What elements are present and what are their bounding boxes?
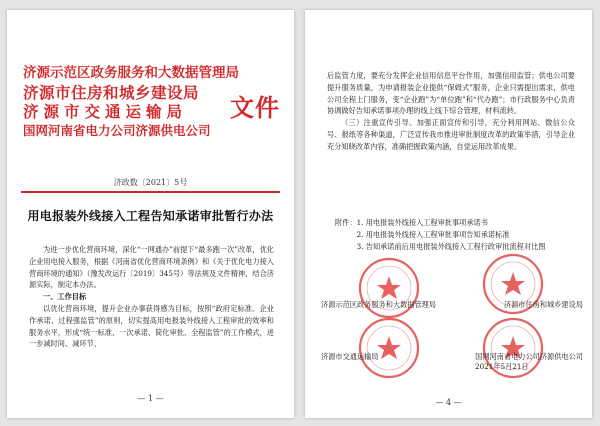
signatory-row [321,352,583,362]
signatory-name: 国网河南省电力公司济源供电公司 [475,352,583,361]
section-paragraph: 以优化营商环境，提升企业办事获得感为目标，按照“政府定标准、企业作承诺、过程强监管”的原则，切实提高用电报装外线接入工程审批的效率和服务水平，形成“统一标准、一次承诺、简化审批、全程监管”的工作模式，进一步减时间、减环节、 [29,303,274,349]
attachments-label: 附件： [335,218,357,227]
attachment-item: 1. 用电报装外线接入工程审批事项承诺书 [356,218,488,227]
document-body [29,244,274,350]
page-number: — 4 — [435,398,462,407]
official-seal [357,316,421,380]
section-heading: 一、工作目标 [43,292,87,302]
document-page-4 [305,10,592,418]
page-number: — 1 — [137,394,164,403]
seal-icon [357,316,421,380]
attachments-list [335,217,575,253]
issuer-name: 济源市住房和城乡建设局 [23,83,200,102]
red-divider [21,191,280,193]
issuer-name: 济源市交通运输局 [23,102,188,121]
signatory-name: 济源示范区政务服务和大数据管理局 [321,300,437,309]
attachment-item: 3. 告知承诺前后用电报装外线接入工程行政审批流程对比图 [356,242,546,251]
seal-icon [357,256,421,320]
issuer-name: 济源示范区政务服务和大数据管理局 [23,65,239,81]
intro-paragraph: 为进一步优化营商环境，深化“一网通办”前提下“最多跑一次”改革，优化企业用电接入服务，根据《河南省优化营商环境条例》和《关于优化电力接入营商环境的通知》（豫发改运行〔2019〕345号）等法规及文件精神，结合济源实际，制定本办法。 [29,245,274,290]
document-body [327,70,575,153]
signatory-row [321,300,583,310]
document-number: 济政数〔2021〕5号 [113,178,188,187]
official-seal [357,256,421,320]
body-paragraph: 后监管力度，要充分发挥企业信用信息平台作用，加强信用监管；供电公司要提升服务质量，为申请报装企业提供“保姆式”服务，企业只需提出需求，供电公司全程上门服务，变“企业跑”为“单位跑”和“代办跑”；市行政服务中心负责协调做好告知承诺事项办理的线上线下综合管理，材料流转。 [327,71,575,116]
signing-date: 2021年5月21日 [475,362,529,371]
issuer-name: 国网河南省电力公司济源供电公司 [23,123,211,138]
document-page-1 [7,10,294,418]
body-paragraph: （三）注重宣传引导。加强正面宣传和引导，充分利用网站、微信公众号、报纸等各种渠道，广泛宣传我市推进审批制度改革的政策举措，引导企业充分知晓改革内容，准确把握政策内涵，自觉运用改革成果。 [327,118,575,151]
signatory-name: 济源市交通运输局 [321,352,379,361]
document-title: 用电报装外线接入工程告知承诺审批暂行办法 [27,209,274,223]
attachment-item: 2. 用电报装外线接入工程审批事项告知承诺标准 [356,230,510,239]
document-type-label: 文件 [230,93,280,122]
issuer-list [23,64,239,140]
signatory-name: 济源市住房和城乡建设局 [503,300,583,309]
